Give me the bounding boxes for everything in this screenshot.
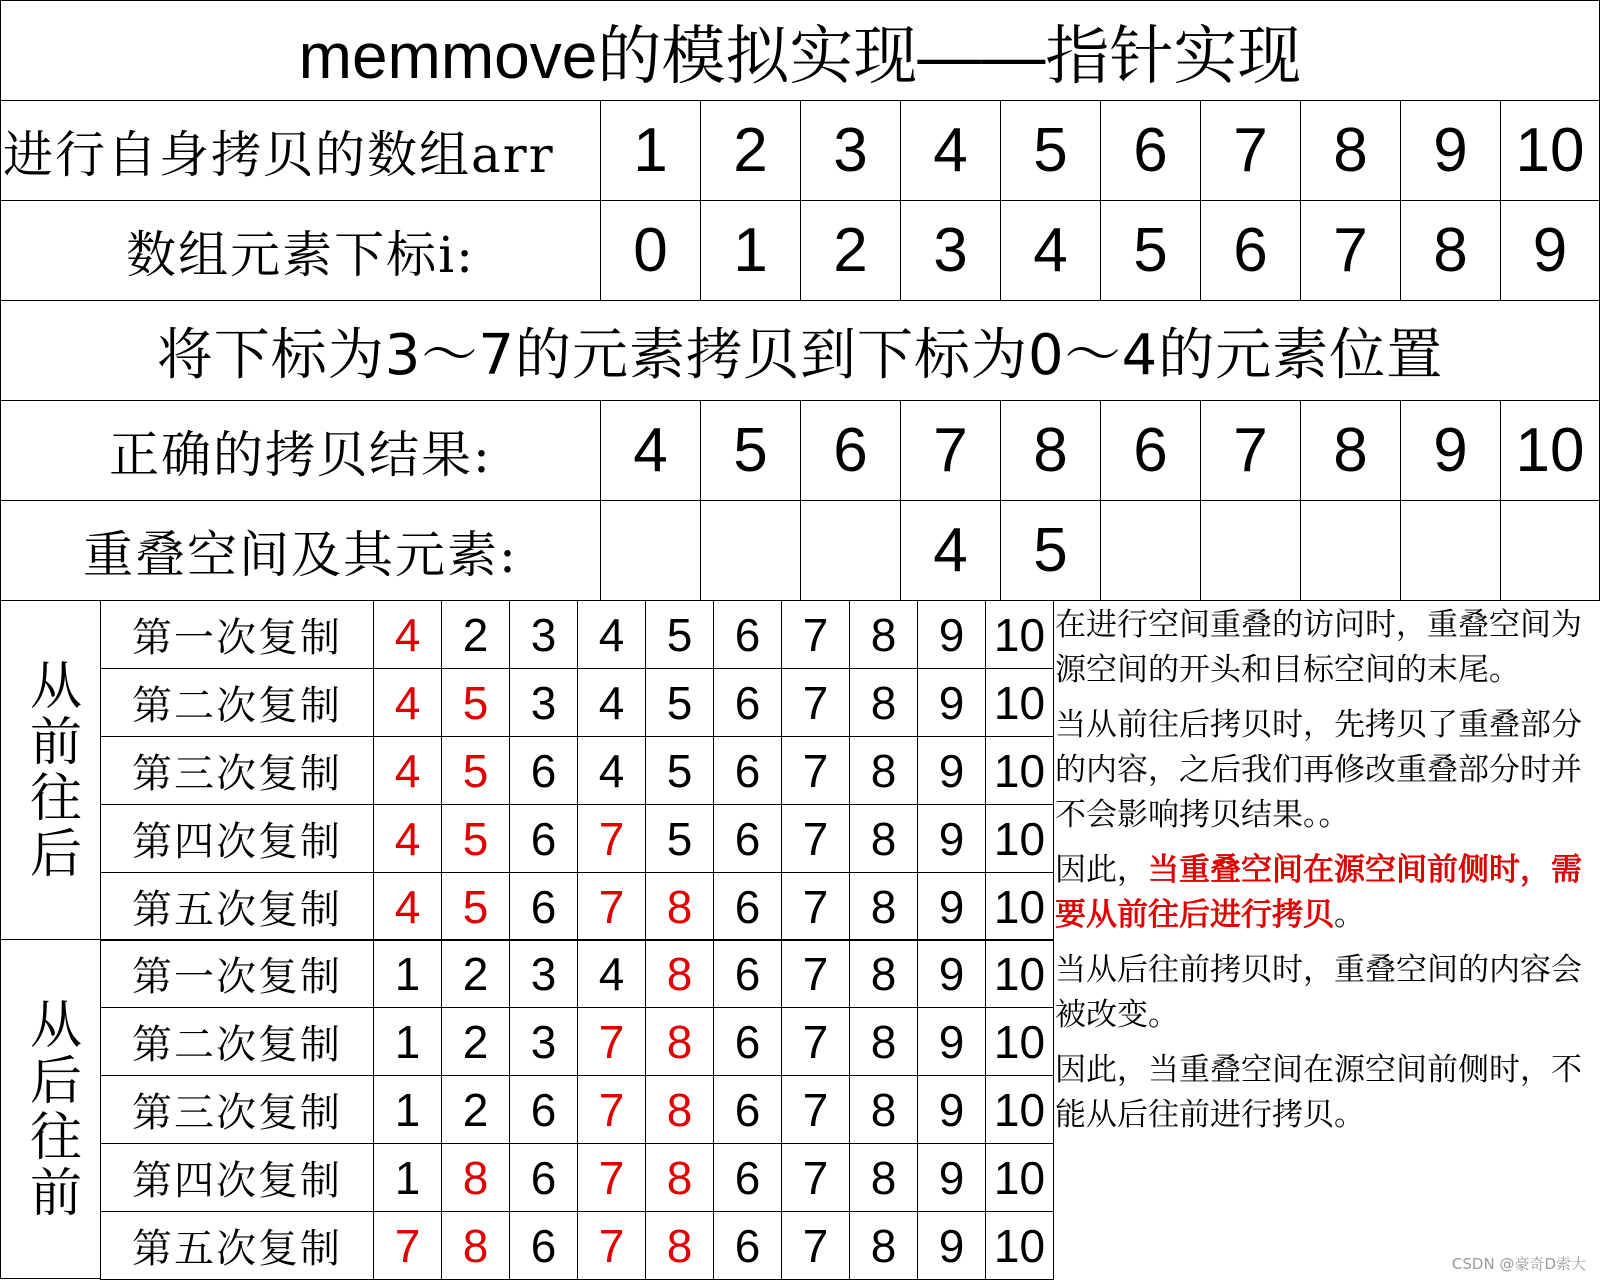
front-to-back-step-value: 4 (577, 668, 646, 737)
front-to-back-step-value: 5 (645, 668, 714, 737)
front-to-back-step-value: 9 (917, 872, 986, 941)
overlap-value-cell (1400, 500, 1501, 601)
front-to-back-step-value: 8 (849, 736, 918, 805)
front-to-back-step-label: 第三次复制 (100, 736, 374, 805)
result-value-cell: 9 (1400, 400, 1501, 501)
note-paragraph-5: 因此，当重叠空间在源空间前侧时，不能从后往前进行拷贝。 (1055, 1052, 1582, 1133)
arr-value-cell: 8 (1300, 100, 1401, 201)
front-to-back-step-value: 4 (373, 804, 442, 873)
front-to-back-step-value: 3 (509, 600, 578, 669)
back-to-front-step-value: 9 (917, 1211, 986, 1280)
front-to-back-step-value: 3 (509, 668, 578, 737)
index-value-cell: 9 (1500, 200, 1600, 301)
note-paragraph-3 (1055, 848, 1595, 938)
front-to-back-step-value: 9 (917, 736, 986, 805)
back-to-front-step-value: 10 (985, 939, 1054, 1008)
back-to-front-step-value: 2 (441, 939, 510, 1008)
result-value-cell: 10 (1500, 400, 1600, 501)
arr-value-cell: 3 (800, 100, 901, 201)
overlap-value-cell (800, 500, 901, 601)
result-value-cell: 4 (600, 400, 701, 501)
front-to-back-step-value: 7 (781, 668, 850, 737)
back-to-front-step-value: 10 (985, 1075, 1054, 1144)
front-to-back-step-label: 第五次复制 (100, 872, 374, 941)
back-to-front-step-value: 7 (781, 1075, 850, 1144)
index-value-cell: 2 (800, 200, 901, 301)
back-to-front-step-value: 2 (441, 1007, 510, 1076)
overlap-value-cell: 4 (900, 500, 1001, 601)
overlap-value-cell: 5 (1000, 500, 1101, 601)
arr-value-cell: 2 (700, 100, 801, 201)
note-3-highlight: 当重叠空间在源空间前侧时，需要从前往后进行拷贝 (1055, 852, 1582, 933)
arr-value-cell: 5 (1000, 100, 1101, 201)
back-to-front-step-value: 8 (849, 1143, 918, 1212)
front-to-back-step-value: 9 (917, 600, 986, 669)
back-to-front-step-value: 1 (373, 939, 442, 1008)
front-to-back-step-value: 6 (713, 600, 782, 669)
back-to-front-step-value: 8 (441, 1211, 510, 1280)
back-to-front-step-value: 9 (917, 1143, 986, 1212)
note-paragraph-4: 当从后往前拷贝时，重叠空间的内容会被改变。 (1055, 952, 1582, 1033)
back-to-front-step-value: 6 (713, 1007, 782, 1076)
result-value-cell: 7 (900, 400, 1001, 501)
front-to-back-step-value: 5 (441, 804, 510, 873)
back-to-front-step-value: 7 (577, 1143, 646, 1212)
back-to-front-step-value: 6 (509, 1143, 578, 1212)
front-to-back-step-value: 6 (509, 736, 578, 805)
back-to-front-step-value: 2 (441, 1075, 510, 1144)
back-to-front-step-value: 3 (509, 1007, 578, 1076)
index-value-cell: 1 (700, 200, 801, 301)
index-value-cell: 8 (1400, 200, 1501, 301)
front-to-back-step-value: 6 (713, 872, 782, 941)
front-to-back-step-value: 6 (713, 736, 782, 805)
back-to-front-step-value: 8 (645, 1075, 714, 1144)
overlap-value-cell (600, 500, 701, 601)
back-to-front-step-value: 7 (577, 1075, 646, 1144)
front-to-back-step-value: 10 (985, 668, 1054, 737)
front-to-back-step-value: 4 (373, 736, 442, 805)
back-to-front-step-value: 6 (509, 1075, 578, 1144)
front-to-back-step-label: 第二次复制 (100, 668, 374, 737)
front-to-back-step-value: 8 (849, 600, 918, 669)
index-row-label: 数组元素下标i: (0, 200, 601, 301)
result-value-cell: 6 (1100, 400, 1201, 501)
back-to-front-step-value: 7 (577, 1211, 646, 1280)
arr-value-cell: 10 (1500, 100, 1600, 201)
back-to-front-step-value: 8 (645, 1211, 714, 1280)
front-to-back-step-value: 4 (373, 600, 442, 669)
index-value-cell: 0 (600, 200, 701, 301)
result-value-cell: 8 (1000, 400, 1101, 501)
index-value-cell: 5 (1100, 200, 1201, 301)
front-to-back-step-value: 7 (781, 736, 850, 805)
overlap-value-cell (1500, 500, 1600, 601)
front-to-back-step-value: 7 (781, 600, 850, 669)
front-to-back-step-label: 第四次复制 (100, 804, 374, 873)
task-banner: 将下标为3～7的元素拷贝到下标为0～4的元素位置 (0, 300, 1600, 401)
index-value-cell: 3 (900, 200, 1001, 301)
arr-row-label: 进行自身拷贝的数组arr (0, 100, 601, 201)
back-to-front-step-value: 7 (781, 1007, 850, 1076)
back-to-front-step-value: 8 (849, 1211, 918, 1280)
back-to-front-step-value: 10 (985, 1211, 1054, 1280)
back-to-front-step-value: 6 (713, 1075, 782, 1144)
front-to-back-step-value: 6 (713, 804, 782, 873)
result-value-cell: 5 (700, 400, 801, 501)
back-to-front-step-value: 1 (373, 1007, 442, 1076)
back-to-front-step-value: 8 (645, 1007, 714, 1076)
back-to-front-step-value: 8 (849, 1075, 918, 1144)
front-to-back-step-label: 第一次复制 (100, 600, 374, 669)
arr-value-cell: 6 (1100, 100, 1201, 201)
front-to-back-step-value: 10 (985, 600, 1054, 669)
back-to-front-step-value: 8 (441, 1143, 510, 1212)
back-to-front-step-value: 9 (917, 1007, 986, 1076)
front-to-back-step-value: 6 (509, 804, 578, 873)
arr-value-cell: 9 (1400, 100, 1501, 201)
back-to-front-step-value: 3 (509, 939, 578, 1008)
arr-value-cell: 4 (900, 100, 1001, 201)
back-to-front-label: 从后往前 (0, 939, 101, 1279)
front-to-back-step-value: 8 (849, 872, 918, 941)
result-value-cell: 8 (1300, 400, 1401, 501)
note-paragraph-1: 在进行空间重叠的访问时，重叠空间为源空间的开头和目标空间的末尾。 (1055, 607, 1582, 688)
back-to-front-step-value: 7 (781, 1211, 850, 1280)
front-to-back-step-value: 7 (781, 804, 850, 873)
result-value-cell: 6 (800, 400, 901, 501)
result-value-cell: 7 (1200, 400, 1301, 501)
back-to-front-step-value: 9 (917, 939, 986, 1008)
overlap-row-label: 重叠空间及其元素: (0, 500, 601, 601)
front-to-back-step-value: 9 (917, 668, 986, 737)
overlap-value-cell (1300, 500, 1401, 601)
arr-value-cell: 1 (600, 100, 701, 201)
back-to-front-step-value: 4 (577, 939, 646, 1008)
back-to-front-step-value: 7 (373, 1211, 442, 1280)
front-to-back-step-value: 6 (713, 668, 782, 737)
front-to-back-step-value: 4 (373, 668, 442, 737)
front-to-back-step-value: 5 (441, 736, 510, 805)
back-to-front-step-value: 7 (781, 1143, 850, 1212)
front-to-back-step-value: 9 (917, 804, 986, 873)
back-to-front-step-value: 8 (645, 939, 714, 1008)
front-to-back-step-value: 8 (645, 872, 714, 941)
back-to-front-step-label: 第四次复制 (100, 1143, 374, 1212)
back-to-front-step-label: 第三次复制 (100, 1075, 374, 1144)
front-to-back-step-value: 7 (577, 804, 646, 873)
index-value-cell: 4 (1000, 200, 1101, 301)
back-to-front-step-value: 6 (713, 1143, 782, 1212)
front-to-back-step-value: 8 (849, 804, 918, 873)
back-to-front-step-label: 第二次复制 (100, 1007, 374, 1076)
front-to-back-step-value: 10 (985, 804, 1054, 873)
front-to-back-step-value: 4 (577, 600, 646, 669)
front-to-back-step-value: 5 (441, 668, 510, 737)
back-to-front-step-value: 6 (713, 1211, 782, 1280)
back-to-front-step-value: 8 (849, 939, 918, 1008)
note-3-prefix: 因此， (1055, 852, 1148, 888)
index-value-cell: 7 (1300, 200, 1401, 301)
front-to-back-step-value: 8 (849, 668, 918, 737)
overlap-value-cell (1100, 500, 1201, 601)
front-to-back-step-value: 10 (985, 872, 1054, 941)
back-to-front-step-value: 1 (373, 1143, 442, 1212)
front-to-back-step-value: 4 (373, 872, 442, 941)
front-to-back-step-value: 7 (577, 872, 646, 941)
back-to-front-step-value: 7 (781, 939, 850, 1008)
note-3-suffix: 。 (1334, 897, 1365, 933)
note-paragraph-2: 当从前往后拷贝时，先拷贝了重叠部分的内容，之后我们再修改重叠部分时并不会影响拷贝结果。。 (1055, 707, 1582, 833)
front-to-back-step-value: 4 (577, 736, 646, 805)
page-title: memmove的模拟实现——指针实现 (0, 0, 1600, 101)
back-to-front-step-value: 7 (577, 1007, 646, 1076)
back-to-front-step-value: 9 (917, 1075, 986, 1144)
back-to-front-step-value: 8 (849, 1007, 918, 1076)
result-row-label: 正确的拷贝结果: (0, 400, 601, 501)
back-to-front-step-value: 6 (713, 939, 782, 1008)
front-to-back-step-value: 6 (509, 872, 578, 941)
explanation-notes (1055, 603, 1595, 1273)
arr-value-cell: 7 (1200, 100, 1301, 201)
back-to-front-step-label: 第一次复制 (100, 939, 374, 1008)
front-to-back-step-value: 5 (645, 736, 714, 805)
overlap-value-cell (1200, 500, 1301, 601)
front-to-back-step-value: 5 (441, 872, 510, 941)
front-to-back-step-value: 2 (441, 600, 510, 669)
back-to-front-step-value: 10 (985, 1143, 1054, 1212)
index-value-cell: 6 (1200, 200, 1301, 301)
overlap-value-cell (700, 500, 801, 601)
front-to-back-step-value: 10 (985, 736, 1054, 805)
watermark: CSDN @豪奇D索大 (1451, 1255, 1586, 1273)
front-to-back-label: 从前往后 (0, 600, 101, 940)
front-to-back-step-value: 5 (645, 600, 714, 669)
back-to-front-step-value: 8 (645, 1143, 714, 1212)
back-to-front-step-value: 10 (985, 1007, 1054, 1076)
front-to-back-step-value: 7 (781, 872, 850, 941)
back-to-front-step-label: 第五次复制 (100, 1211, 374, 1280)
front-to-back-step-value: 5 (645, 804, 714, 873)
back-to-front-step-value: 1 (373, 1075, 442, 1144)
back-to-front-step-value: 6 (509, 1211, 578, 1280)
